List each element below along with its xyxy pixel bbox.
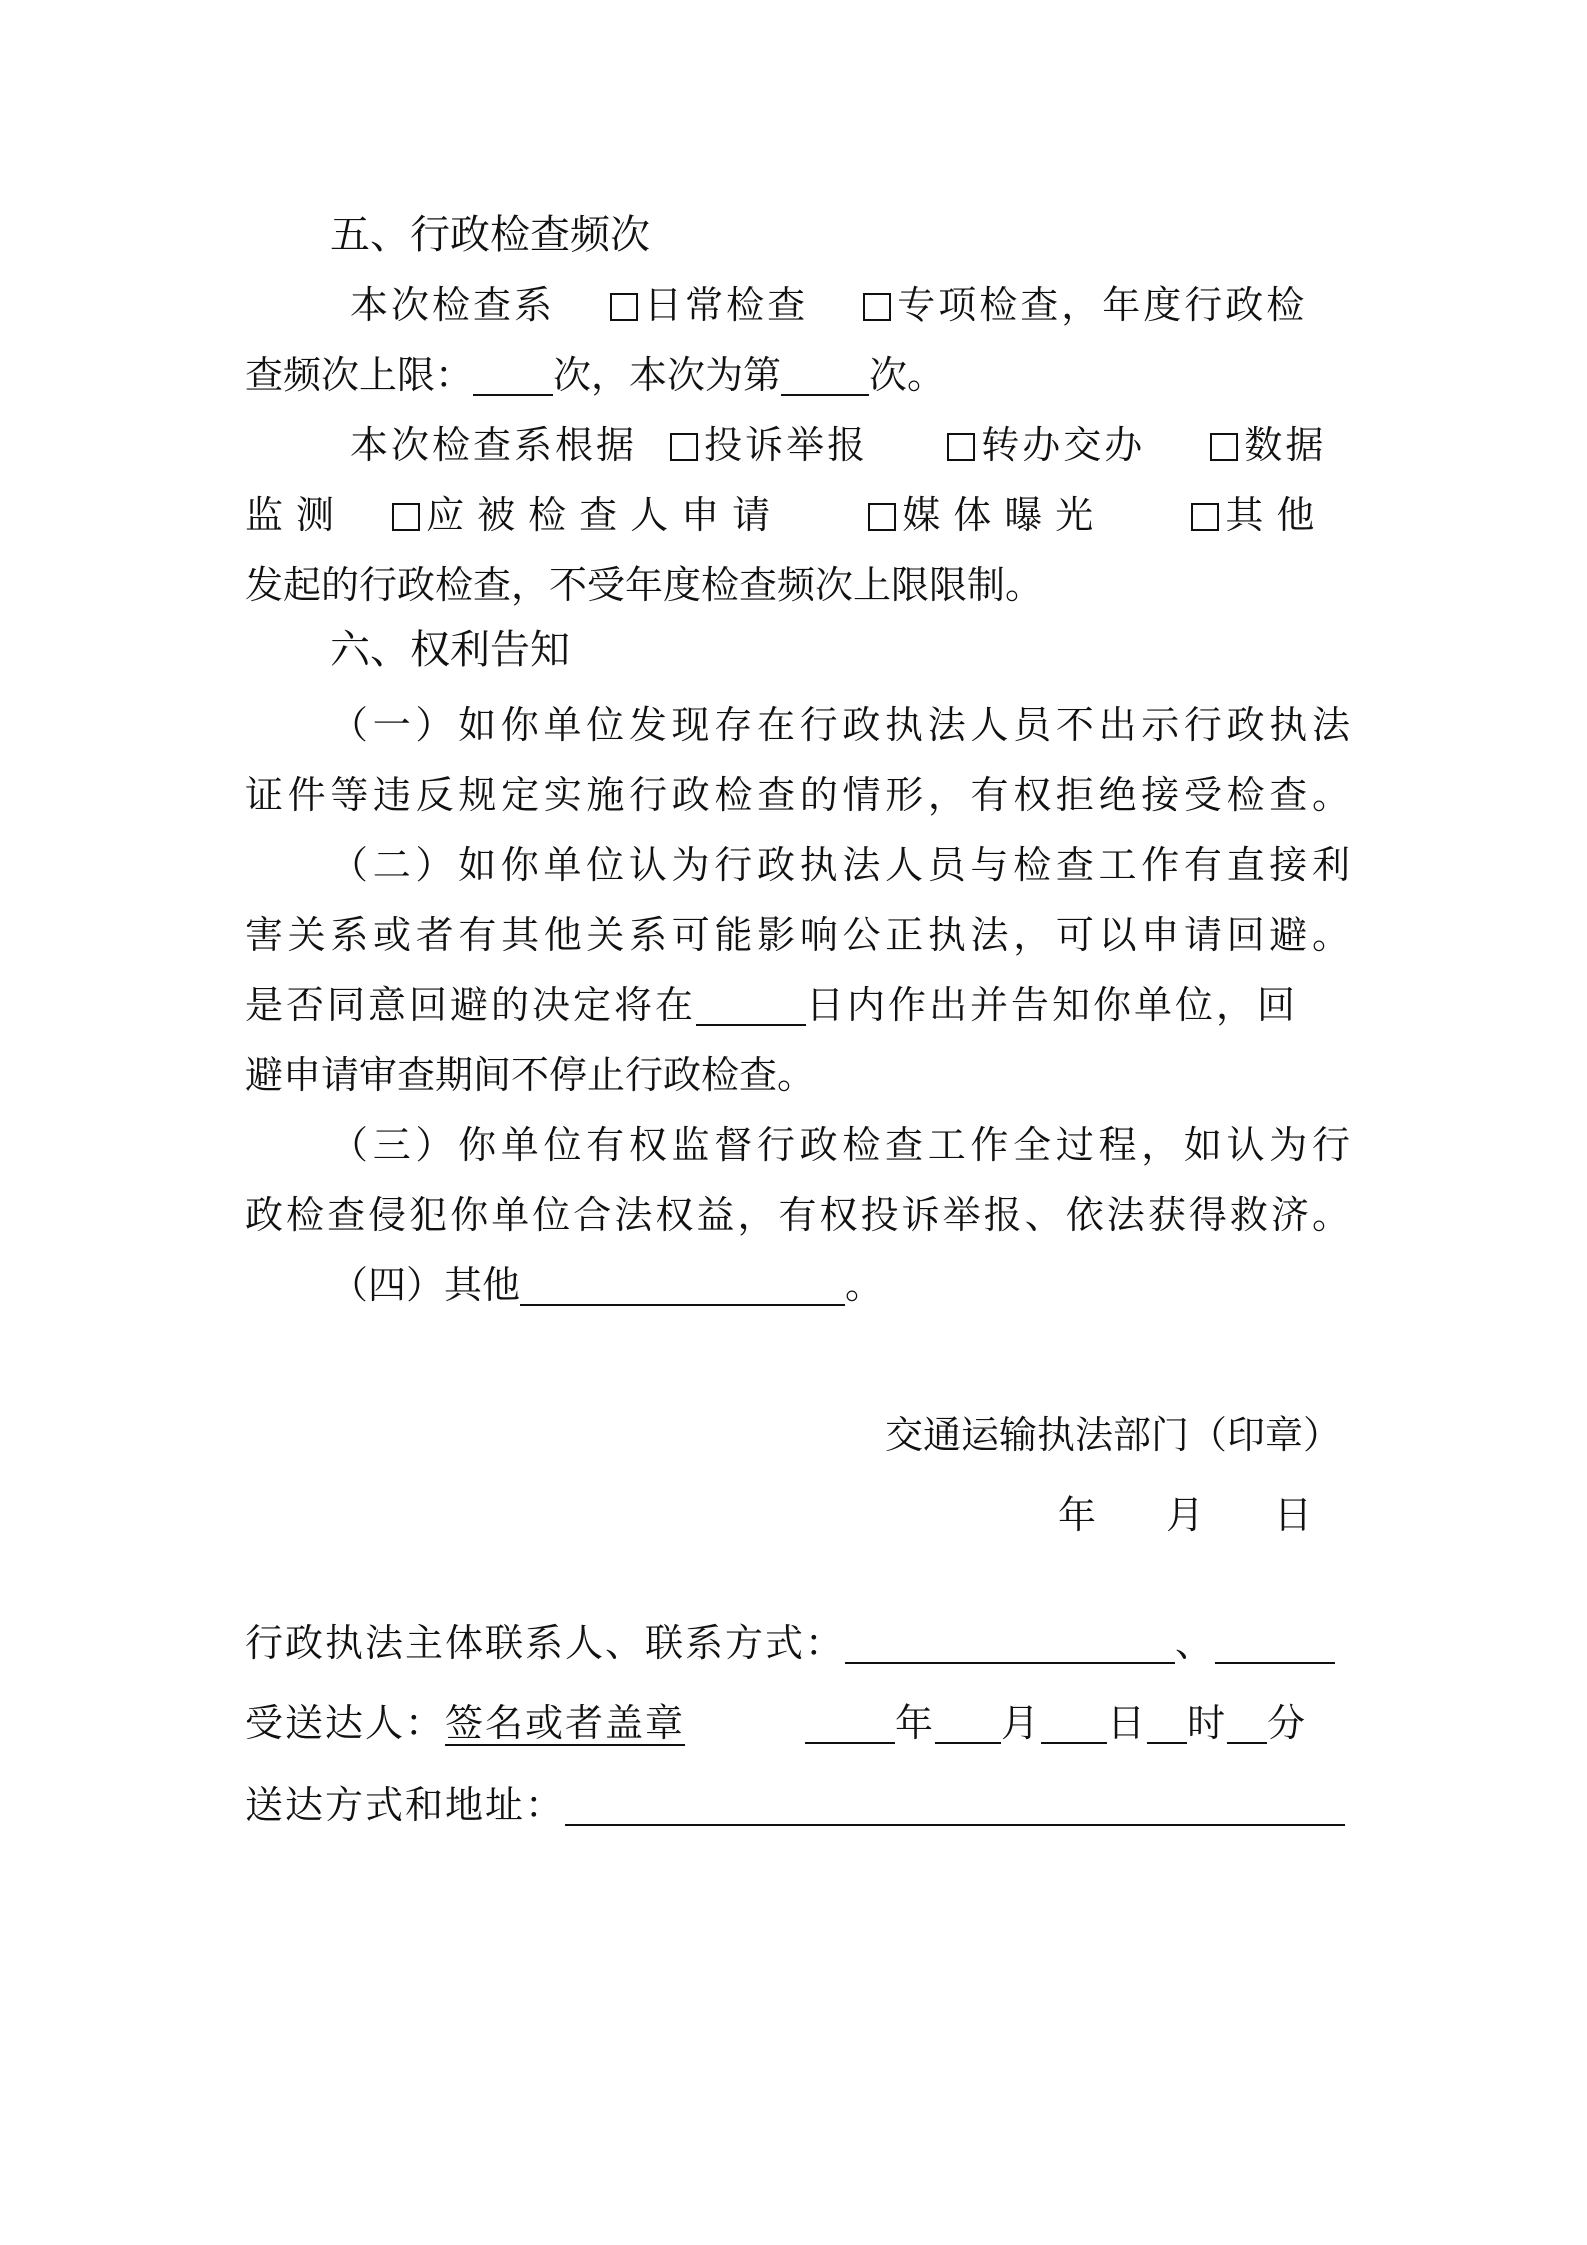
blank-day[interactable]: [1041, 1702, 1107, 1744]
checkbox-complaint[interactable]: [670, 433, 698, 461]
contact-row: 行政执法主体联系人、联系方式： 、: [245, 1608, 1350, 1678]
contact-person-field[interactable]: [845, 1622, 1175, 1664]
delivery-row: 送达方式和地址：: [245, 1770, 1350, 1840]
section6-p2-line2: 害关系或者有其他关系可能影响公正执法，可以申请回避。: [245, 913, 1350, 957]
blank-year[interactable]: [805, 1702, 895, 1744]
checkbox-other[interactable]: [1191, 503, 1219, 531]
checkbox-inspectee-application[interactable]: [392, 503, 420, 531]
section5-line5: 发起的行政检查，不受年度检查频次上限限制。: [245, 563, 1044, 607]
section6-p1-line1: （一）如你单位发现存在行政执法人员不出示行政执法: [330, 703, 1350, 747]
delivery-address-field[interactable]: [565, 1784, 1345, 1826]
checkbox-special-inspection[interactable]: [863, 293, 891, 321]
blank-frequency-limit[interactable]: [473, 354, 553, 396]
blank-current-count[interactable]: [781, 354, 869, 396]
section5-heading: 五、行政检查频次: [330, 212, 650, 258]
label-daily-inspection: 日常检查: [644, 283, 809, 327]
section6-p1-line2: 证件等违反规定实施行政检查的情形，有权拒绝接受检查。: [245, 773, 1350, 817]
blank-recusal-days[interactable]: [696, 984, 806, 1026]
recipient-row: 受送达人：签名或者盖章 年 月 日 时 分: [245, 1701, 1308, 1745]
blank-minute[interactable]: [1227, 1702, 1267, 1744]
issuing-department-seal: 交通运输执法部门（印章）: [885, 1413, 1342, 1457]
checkbox-data-monitoring[interactable]: [1210, 433, 1238, 461]
blank-month[interactable]: [935, 1702, 1001, 1744]
section6-p2-line4: 避申请审查期间不停止行政检查。: [245, 1053, 816, 1097]
section5-line1: 本次检查系 日常检查 专项检查，年度行政检: [350, 283, 1308, 327]
section6-heading: 六、权利告知: [330, 627, 570, 673]
blank-hour[interactable]: [1147, 1702, 1187, 1744]
issue-date: 年 月 日: [1058, 1493, 1313, 1537]
checkbox-transfer[interactable]: [947, 433, 975, 461]
blank-other-notice[interactable]: [520, 1264, 845, 1306]
section6-p2-line3: 是否同意回避的决定将在 日内作出并告知你单位，回: [245, 983, 1299, 1027]
section6-p4: （四）其他 。: [330, 1263, 884, 1307]
section6-p3-line2: 政检查侵犯你单位合法权益，有权投诉举报、依法获得救济。: [245, 1193, 1350, 1237]
checkbox-daily-inspection[interactable]: [610, 293, 638, 321]
section5-line4: 监测 应被检查人申请 媒体曝光 其他: [245, 493, 1328, 537]
section6-p3-line1: （三）你单位有权监督行政检查工作全过程，如认为行: [330, 1123, 1350, 1167]
recipient-signature: 签名或者盖章: [445, 1701, 686, 1745]
section5-line3: 本次检查系根据 投诉举报 转办交办 数据: [350, 423, 1327, 467]
section6-p2-line1: （二）如你单位认为行政执法人员与检查工作有直接利: [330, 843, 1350, 887]
checkbox-media-exposure[interactable]: [868, 503, 896, 531]
section5-line2: 查频次上限： 次，本次为第 次。: [245, 353, 946, 397]
contact-method-field[interactable]: [1215, 1622, 1335, 1664]
